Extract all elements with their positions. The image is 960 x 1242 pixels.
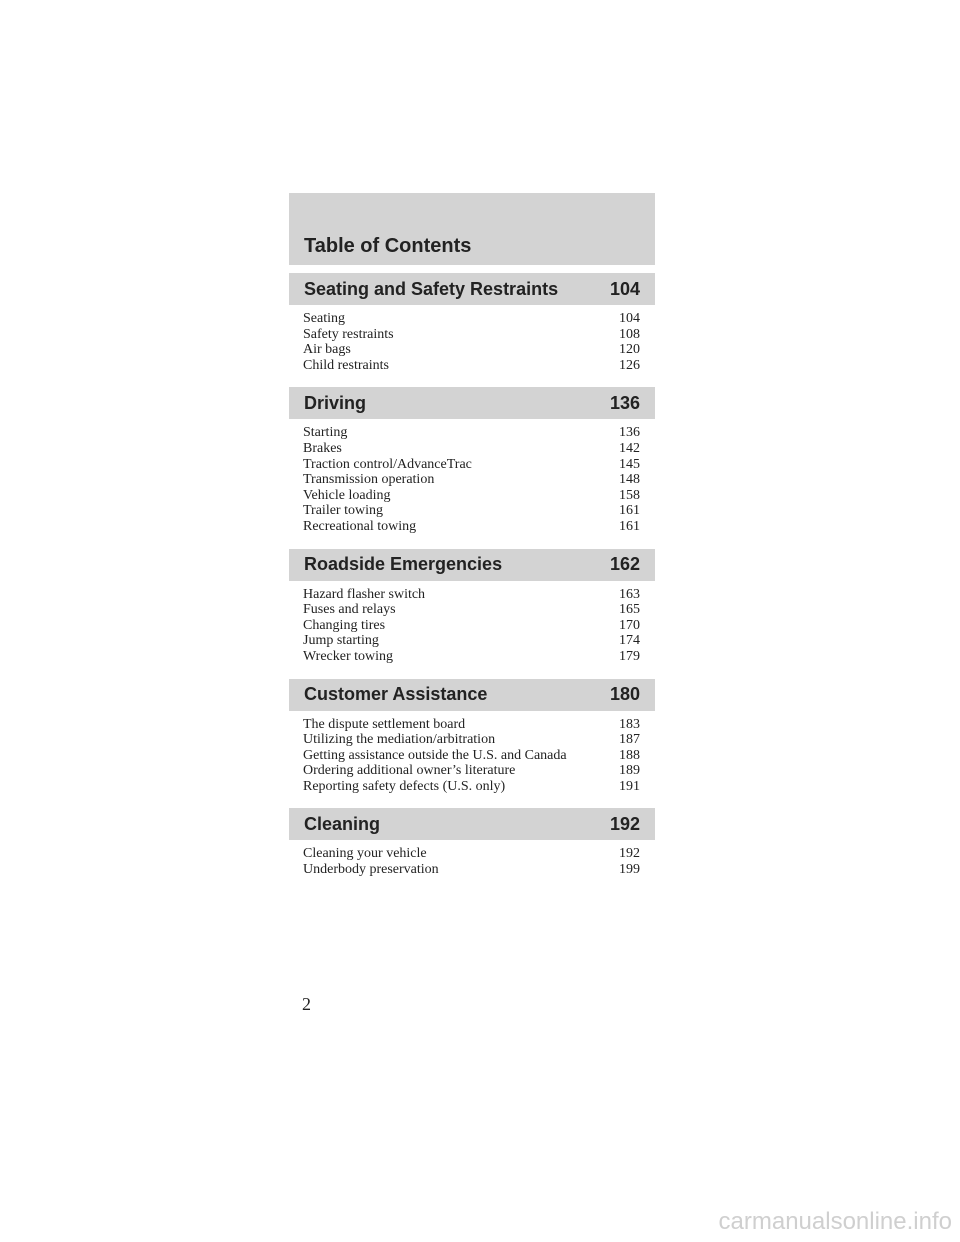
entry-page: 158 <box>619 487 640 503</box>
entry-label: The dispute settlement board <box>303 716 466 732</box>
toc-entry[interactable] <box>303 441 640 457</box>
entry-label: Utilizing the mediation/arbitration <box>303 732 496 748</box>
toc-entry[interactable] <box>303 503 640 519</box>
entry-label: Vehicle loading <box>303 487 391 503</box>
section-title: Driving <box>304 392 367 413</box>
entry-label: Reporting safety defects (U.S. only) <box>303 778 506 794</box>
toc-entry[interactable] <box>303 425 640 441</box>
entry-label: Getting assistance outside the U.S. and Canada <box>303 747 567 763</box>
entry-page: 104 <box>619 311 640 326</box>
entry-label: Child restraints <box>303 357 389 373</box>
toc-entry[interactable] <box>303 311 640 327</box>
section-header <box>289 547 655 581</box>
toc-entry[interactable] <box>303 327 640 343</box>
section-header <box>289 677 655 711</box>
section-title: Seating and Safety Restraints <box>304 278 559 299</box>
entry-page: 161 <box>619 518 640 534</box>
entry-label: Air bags <box>303 342 351 358</box>
toc-entry[interactable] <box>303 717 640 733</box>
toc-entry[interactable] <box>303 862 640 878</box>
table-of-contents <box>289 193 655 884</box>
section-page: 180 <box>609 684 640 704</box>
toc-entry[interactable] <box>303 633 640 649</box>
page-number: 2 <box>302 994 311 1014</box>
entry-label: Recreational towing <box>303 518 417 534</box>
entry-page: 165 <box>619 602 640 618</box>
entry-page: 174 <box>619 633 640 649</box>
section-page: 162 <box>609 554 640 575</box>
entry-page: 187 <box>619 732 640 748</box>
entry-page: 163 <box>619 586 640 602</box>
toc-entry[interactable] <box>303 602 640 618</box>
entry-page: 126 <box>619 357 640 373</box>
toc-entry[interactable] <box>303 618 640 634</box>
entry-label: Hazard flasher switch <box>303 586 426 602</box>
entry-page: 179 <box>619 648 640 664</box>
toc-entry[interactable] <box>303 748 640 764</box>
section-header <box>289 271 655 305</box>
section-page: 192 <box>609 813 640 834</box>
toc-entry[interactable] <box>303 457 640 473</box>
entry-page: 145 <box>619 456 640 472</box>
toc-entry[interactable] <box>303 779 640 795</box>
entry-page: 170 <box>619 617 640 633</box>
toc-entry[interactable] <box>303 732 640 748</box>
entry-page: 192 <box>619 846 640 862</box>
entry-label: Cleaning your vehicle <box>303 846 427 862</box>
entry-label: Safety restraints <box>303 326 394 342</box>
entry-page: 136 <box>619 425 640 441</box>
entry-label: Changing tires <box>303 617 386 633</box>
section-header <box>289 385 655 419</box>
entry-label: Jump starting <box>303 633 379 649</box>
toc-entry[interactable] <box>303 342 640 358</box>
toc-entry[interactable] <box>303 649 640 665</box>
entry-page: 120 <box>619 342 640 358</box>
entry-page: 183 <box>619 716 640 732</box>
entry-label: Traction control/AdvanceTrac <box>303 456 472 472</box>
entry-page: 191 <box>619 778 640 794</box>
toc-entry[interactable] <box>303 519 640 535</box>
entry-page: 199 <box>619 862 640 878</box>
section-page: 136 <box>609 392 640 413</box>
entry-label: Brakes <box>303 440 342 456</box>
entry-page: 189 <box>619 763 640 779</box>
entry-page: 188 <box>619 747 640 763</box>
section-title: Roadside Emergencies <box>304 554 503 575</box>
entry-label: Underbody preservation <box>303 862 439 878</box>
toc-entry[interactable] <box>303 846 640 862</box>
section-entries <box>289 840 655 883</box>
section-entries <box>289 305 655 379</box>
toc-header <box>289 193 655 265</box>
section-title: Cleaning <box>304 813 381 834</box>
entry-page: 108 <box>619 326 640 342</box>
section-page: 104 <box>609 278 640 299</box>
toc-entry[interactable] <box>303 587 640 603</box>
entry-label: Ordering additional owner’s literature <box>303 763 516 779</box>
entry-page: 161 <box>619 503 640 519</box>
entry-label: Seating <box>303 311 345 326</box>
entry-page: 148 <box>619 472 640 488</box>
toc-entry[interactable] <box>303 358 640 374</box>
entry-page: 142 <box>619 440 640 456</box>
watermark: carmanualsonline.info <box>718 1208 952 1235</box>
section-entries <box>289 419 655 540</box>
section-header <box>289 806 655 840</box>
entry-label: Fuses and relays <box>303 602 396 618</box>
entry-label: Wrecker towing <box>303 648 394 664</box>
section-entries <box>289 711 655 801</box>
entry-label: Starting <box>303 425 348 441</box>
toc-entry[interactable] <box>303 763 640 779</box>
section-title: Customer Assistance <box>304 684 488 704</box>
entry-label: Trailer towing <box>303 503 383 519</box>
toc-title: Table of Contents <box>304 235 472 257</box>
toc-entry[interactable] <box>303 488 640 504</box>
toc-entry[interactable] <box>303 472 640 488</box>
entry-label: Transmission operation <box>303 472 435 488</box>
section-entries <box>289 581 655 671</box>
